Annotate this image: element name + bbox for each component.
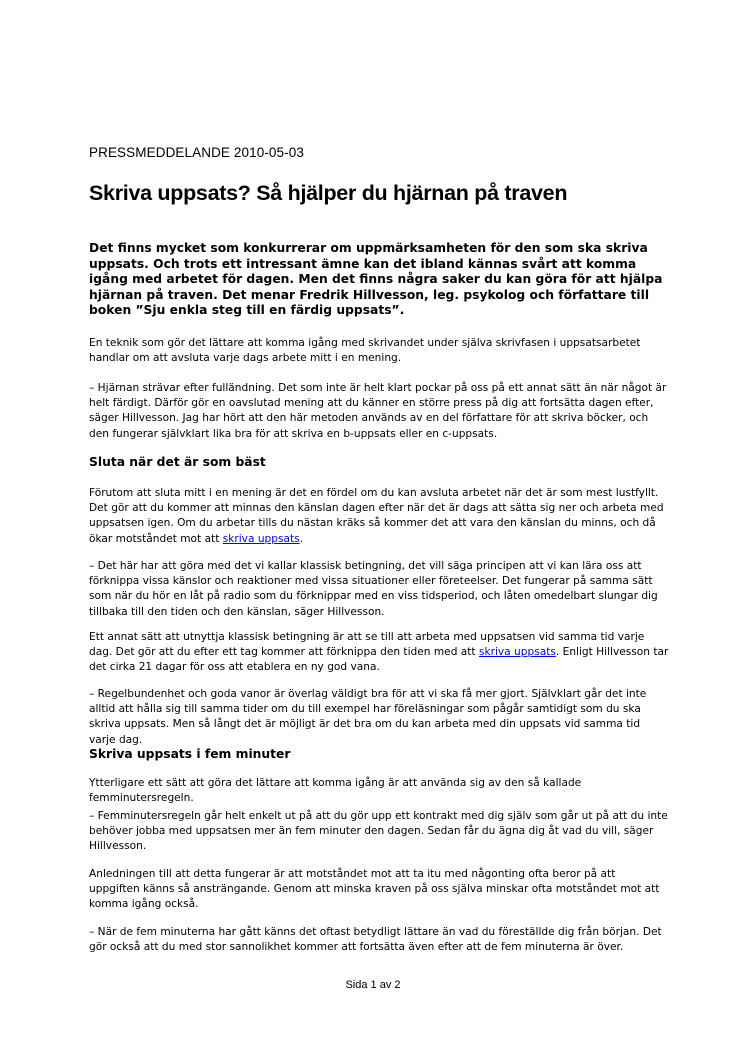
body-paragraph-4: – Det här har att göra med det vi kallar klassisk betingning, det vill säga principen att vi kan lära oss att förknippa vissa känslor och reaktioner med vissa situationer eller företeelser. Det fungerar på samma sätt som när du hör en låt på radio som du förknippar med en viss tidsperiod, och låten omedelbart slungar dig tillbaka till den tiden och den känslan, säger Hillvesson. [89, 560, 658, 618]
press-release-dateline: PRESSMEDDELANDE 2010-05-03 [89, 145, 304, 160]
skriva-uppsats-link[interactable]: skriva uppsats [478, 646, 556, 659]
lead-paragraph: Det finns mycket som konkurrerar om uppmärksamheten för den som ska skriva uppsats. Och trots ett intressant ämne kan det ibland kännas svårt att komma igång med arbetet för dagen. Men det finns några saker du kan göra för att hjälpa hjärnan på traven. Det menar Fredrik Hillvesson, leg. psykolog och författare till boken ”Sju enkla steg till en färdig uppsats”. [89, 241, 663, 318]
body-paragraph-6: – Regelbundenhet och goda vanor är överlag väldigt bra för att vi ska få mer gjort. Självklart går det inte alltid att hålla sig till samma tider om du till exempel har föreläsningar som pågår samtidigt som du ska skriva uppsats. Men så långt det är möjligt är det bra om du kan arbeta med din uppsats vid samma tid varje dag. [89, 688, 647, 746]
body-paragraph-1: En teknik som gör det lättare att komma igång med skrivandet under själva skrivfasen i uppsatsarbetet handlar om att avsluta varje dags arbete mitt i en mening. [89, 337, 641, 365]
body-paragraph-7: Ytterligare ett sätt att göra det lättare att komma igång är att använda sig av den så kallade femminutersregeln. [89, 777, 582, 805]
body-paragraph-5 [89, 630, 669, 676]
skriva-uppsats-link[interactable]: skriva uppsats [222, 532, 300, 545]
paragraph-text: . Enligt Hillvesson tar det cirka 21 dagar för oss att etablera en ny god vana. [89, 646, 669, 674]
subheading-fem-minuter: Skriva uppsats i fem minuter [89, 747, 291, 761]
body-paragraph-9: Anledningen till att detta fungerar är att motståndet mot att ta itu med någonting ofta beror på att uppgiften känns så ansträngande. Genom att minska kraven på oss själva minskar ofta motståndet mot att komma igång också. [89, 868, 660, 911]
body-paragraph-8: – Femminutersregeln går helt enkelt ut på att du gör upp ett kontrakt med dig själv som går ut på att du inte behöver jobba med uppsatsen mer än fem minuter den dagen. Sedan får du ägna dig åt vad du vill, säger Hillvesson. [89, 810, 668, 853]
paragraph-text: Ett annat sätt att utnyttja klassisk betingning är att se till att arbeta med uppsatsen vid samma tid varje dag. Det gör att du efter ett tag kommer att förknippa den tiden med att [89, 631, 645, 659]
paragraph-text: Förutom att sluta mitt i en mening är det en fördel om du kan avsluta arbetet när det är som mest lustfyllt. Det gör att du kommer att minnas den känslan dagen efter när det är dags att sätta sig ner och arbeta med uppsatsen igen. Om du arbetar tills du nästan kräks så kommer det att vara den känslan du minns, och då ökar motståndet mot att [89, 487, 664, 545]
subheading-sluta: Sluta när det är som bäst [89, 455, 266, 469]
article-title: Skriva uppsats? Så hjälper du hjärnan på traven [89, 181, 568, 205]
paragraph-text: . [299, 532, 304, 545]
body-paragraph-10: – När de fem minuterna har gått känns det oftast betydligt lättare än vad du föreställde dig från början. Det gör också att du med stor sannolikhet kommer att fortsätta även efter att de fem minuterna är över. [89, 926, 662, 954]
page-number-footer: Sida 1 av 2 [345, 979, 401, 991]
body-paragraph-3 [89, 486, 669, 547]
body-paragraph-2: – Hjärnan strävar efter fulländning. Det som inte är helt klart pockar på oss på ett annat sätt än när något är helt färdigt. Därför gör en oavslutad mening att du känner en större press på dig att fortsätta dagen efter, säger Hillvesson. Jag har hört att den här metoden används av en del författare för att skriva böcker, och den fungerar självklart lika bra för att skriva en b-uppsats eller en c-uppsats. [89, 382, 667, 440]
